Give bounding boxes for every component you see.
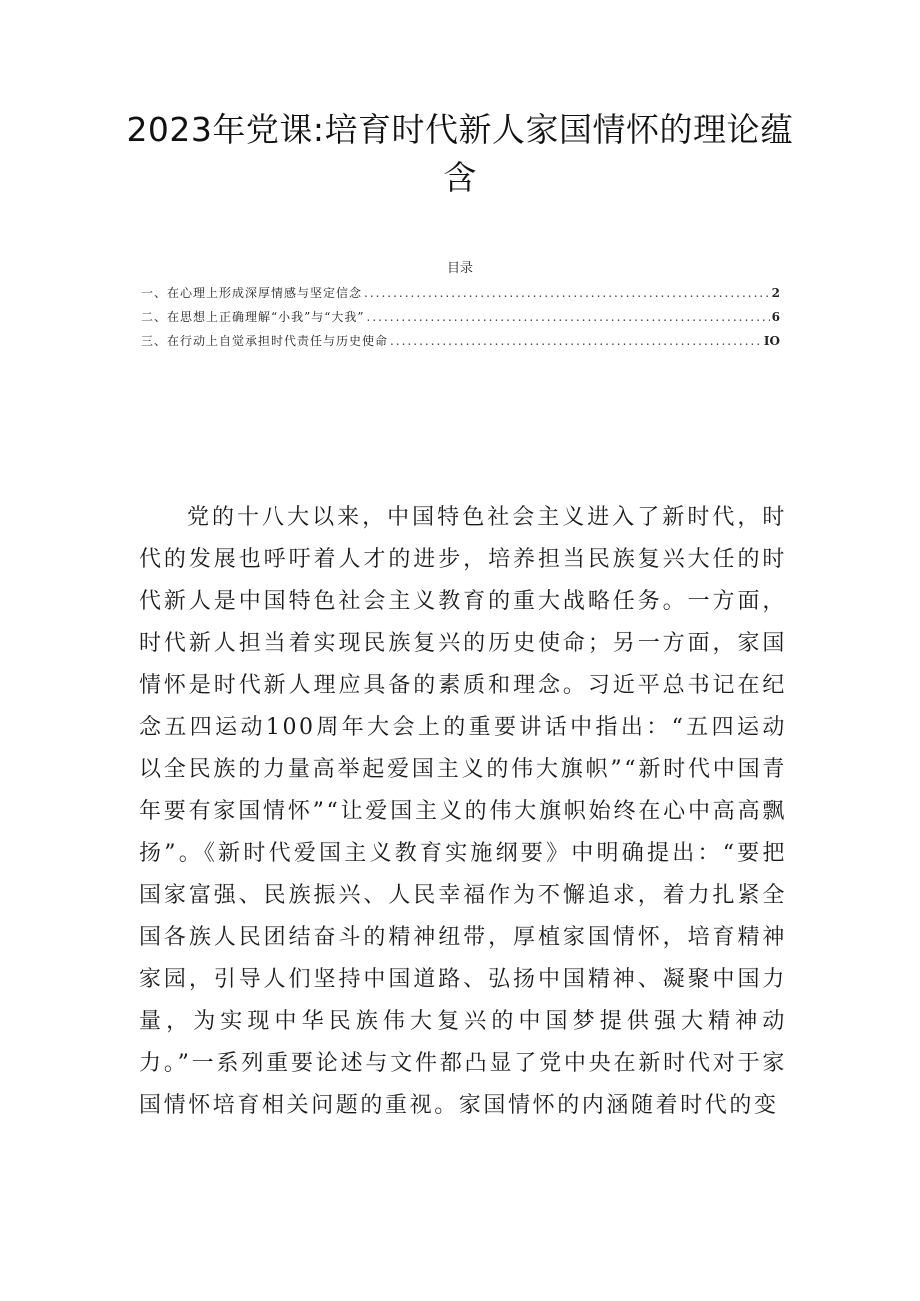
table-of-contents (141, 284, 780, 356)
toc-entry[interactable] (141, 284, 780, 308)
toc-page-number: 2 (771, 286, 780, 300)
toc-heading: 目录 (446, 261, 473, 276)
body-paragraph: 党的十八大以来，中国特色社会主义进入了新时代，时代的发展也呼吁着人才的进步，培养担当民族复兴大任的时代新人是中国特色社会主义教育的重大战略任务。一方面，时代新人担当着实现民族复兴的历史使命；另一方面，家国情怀是时代新人理应具备的素质和理念。习近平总书记在纪念五四运动100周年大会上的重要讲话中指出：“五四运动以全民族的力量高举起爱国主义的伟大旗帜”“新时代中国青年要有家国情怀”“让爱国主义的伟大旗帜始终在心中高高飘扬”。《新时代爱国主义教育实施纲要》中明确提出：“要把国家富强、民族振兴、人民幸福作为不懈追求，着力扎紧全国各族人民团结奋斗的精神纽带，厚植家国情怀，培育精神家园，引导人们坚持中国道路、弘扬中国精神、凝聚中国力量，为实现中华民族伟大复兴的中国梦提供强大精神动力。”一系列重要论述与文件都凸显了党中央在新时代对于家国情怀培育相关问题的重视。家国情怀的内涵随着时代的变 (139, 505, 787, 1118)
toc-page-number: 6 (771, 310, 780, 324)
toc-page-number: IO (763, 334, 780, 348)
toc-entry-text: 三、在行动上自觉承担时代责任与历史使命 (141, 334, 389, 348)
toc-entry[interactable] (141, 308, 780, 332)
toc-entry[interactable] (141, 332, 780, 356)
toc-leader-dots (390, 334, 762, 348)
toc-leader-dots (367, 310, 770, 324)
toc-entry-text: 二、在思想上正确理解“小我”与“大我” (141, 310, 365, 324)
toc-entry-text: 一、在心理上形成深厚情感与坚定信念 (141, 286, 363, 300)
toc-leader-dots (364, 286, 770, 300)
document-title: 2023年党课:培育时代新人家国情怀的理论蕴含 (126, 110, 794, 197)
